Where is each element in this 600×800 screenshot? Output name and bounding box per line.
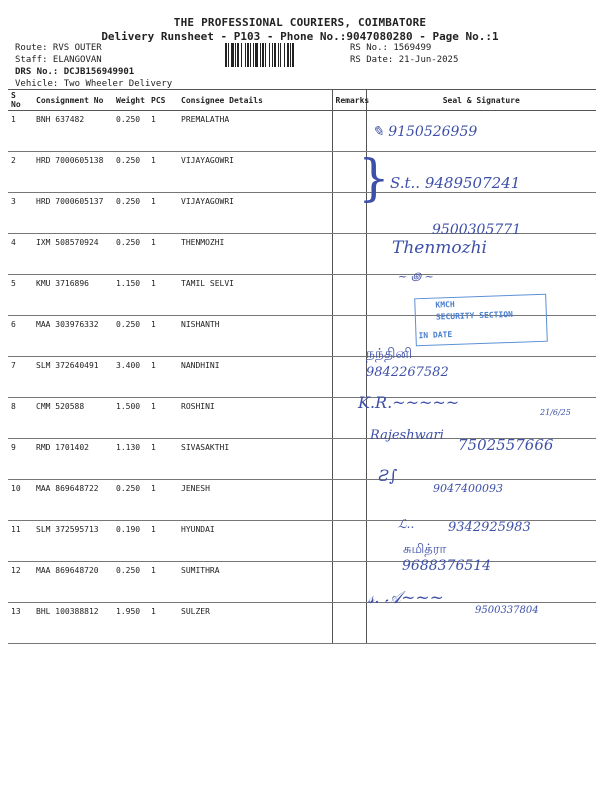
cell-signature [366,152,596,193]
cell-consignment: CMM 520588 [33,398,113,439]
cell-remarks [332,316,366,357]
cell-consignment: BHL 100388812 [33,603,113,644]
signature-row-11-number: 9342925983 [448,520,531,535]
cell-weight: 0.250 [113,316,148,357]
table-header-row [8,90,596,111]
cell-signature [366,521,596,562]
cell-remarks [332,398,366,439]
signature-row-8-date: 21/6/25 [540,408,571,417]
table-row [8,603,596,644]
rs-number: RS No.: 1569499 [350,43,432,53]
cell-signature [366,439,596,480]
cell-sno: 5 [8,275,33,316]
cell-signature [366,603,596,644]
cell-consignment: MAA 869648720 [33,562,113,603]
signature-row-9-number: 7502557666 [458,436,554,454]
table-row [8,357,596,398]
cell-pcs: 1 [148,398,178,439]
cell-sno: 6 [8,316,33,357]
cell-signature [366,357,596,398]
cell-pcs: 1 [148,439,178,480]
cell-weight: 0.250 [113,480,148,521]
table-row [8,480,596,521]
cell-signature [366,234,596,275]
cell-pcs: 1 [148,357,178,398]
table-row [8,562,596,603]
cell-weight: 0.250 [113,193,148,234]
cell-pcs: 1 [148,152,178,193]
cell-sno: 11 [8,521,33,562]
cell-sno: 1 [8,111,33,152]
cell-consignment: IXM 508570924 [33,234,113,275]
cell-weight: 0.190 [113,521,148,562]
cell-consignee: PREMALATHA [178,111,332,152]
col-header-signature: Seal & Signature [366,90,596,111]
cell-consignee: SIVASAKTHI [178,439,332,480]
table-row [8,521,596,562]
cell-signature [366,480,596,521]
cell-weight: 0.250 [113,111,148,152]
table-row [8,111,596,152]
signature-row-11: ℒ.. [398,517,415,531]
cell-sno: 7 [8,357,33,398]
cell-sno: 9 [8,439,33,480]
table-row [8,398,596,439]
cell-remarks [332,521,366,562]
col-header-consignment: Consignment No [33,90,113,111]
signature-row-4-number: 9500305771 [432,222,522,238]
signature-row-1: ✎ 9150526959 [372,124,478,140]
cell-consignee: VIJAYAGOWRI [178,152,332,193]
cell-sno: 13 [8,603,33,644]
staff-label: Staff: ELANGOVAN [15,55,102,65]
cell-remarks [332,439,366,480]
drs-number: DRS No.: DCJB156949901 [15,67,135,77]
signature-row-12-number: 9688376514 [402,558,492,574]
cell-remarks [332,357,366,398]
delivery-table [8,89,596,644]
cell-consignee: ROSHINI [178,398,332,439]
col-header-consignee: Consignee Details [178,90,332,111]
route-label: Route: RVS OUTER [15,43,102,53]
runsheet-subtitle: Delivery Runsheet - P103 - Phone No.:9047080280 - Page No.:1 [101,30,499,43]
barcode [225,43,345,67]
col-header-pcs: PCS [148,90,178,111]
cell-signature [366,398,596,439]
cell-weight: 1.500 [113,398,148,439]
cell-weight: 3.400 [113,357,148,398]
cell-sno: 10 [8,480,33,521]
cell-consignee: VIJAYAGOWRI [178,193,332,234]
col-header-weight: Weight [113,90,148,111]
cell-remarks [332,234,366,275]
company-title: THE PROFESSIONAL COURIERS, COIMBATORE [173,16,427,29]
signature-row-13: 𝓈. 𝒜~~~ [368,588,444,608]
cell-consignment: MAA 303976332 [33,316,113,357]
cell-weight: 1.150 [113,275,148,316]
cell-remarks [332,193,366,234]
cell-remarks [332,480,366,521]
col-header-remarks: Remarks [332,90,366,111]
cell-weight: 1.950 [113,603,148,644]
runsheet-meta-left [15,42,172,90]
barcode-bar [294,43,295,67]
cell-signature [366,275,596,316]
cell-pcs: 1 [148,562,178,603]
table-row [8,234,596,275]
signature-row-9-name: Rajeshwari [370,428,444,443]
cell-remarks [332,152,366,193]
cell-consignment: SLM 372640491 [33,357,113,398]
cell-pcs: 1 [148,111,178,152]
cell-consignee: THENMOZHI [178,234,332,275]
cell-sno: 8 [8,398,33,439]
cell-pcs: 1 [148,275,178,316]
cell-signature [366,193,596,234]
signature-row-10-number: 9047400093 [433,482,503,495]
cell-consignment: HRD 7000605138 [33,152,113,193]
cell-remarks [332,111,366,152]
table-row [8,193,596,234]
rs-date: RS Date: 21-Jun-2025 [350,55,459,65]
cell-sno: 4 [8,234,33,275]
cell-consignee: NISHANTH [178,316,332,357]
cell-signature [366,562,596,603]
signature-row-7-number: 9842267582 [366,365,449,380]
cell-remarks [332,275,366,316]
signature-row-10: Ƨ∫ [378,466,398,485]
brace-rows-2-3: } [358,149,390,207]
cell-consignment: HRD 7000605137 [33,193,113,234]
cell-pcs: 1 [148,521,178,562]
signature-row-5: ~ ꩜ ~ [398,270,434,283]
cell-pcs: 1 [148,316,178,357]
signature-row-12-name: சுமித்ரா [403,542,447,557]
table-row [8,439,596,480]
cell-consignment: SLM 372595713 [33,521,113,562]
table-row [8,152,596,193]
cell-weight: 0.250 [113,234,148,275]
cell-pcs: 1 [148,603,178,644]
cell-weight: 0.250 [113,562,148,603]
cell-consignee: JENESH [178,480,332,521]
table-row [8,275,596,316]
cell-consignee: NANDHINI [178,357,332,398]
cell-pcs: 1 [148,234,178,275]
cell-weight: 0.250 [113,152,148,193]
cell-consignment: RMD 1701402 [33,439,113,480]
signature-row-8: K.R.~~~~~ [358,393,460,412]
cell-sno: 12 [8,562,33,603]
signature-row-13-number: 9500337804 [475,605,539,616]
table-row [8,316,596,357]
cell-weight: 1.130 [113,439,148,480]
signature-rows-2-3: S.t.. 9489507241 [390,174,521,192]
cell-consignment: MAA 869648722 [33,480,113,521]
cell-sno: 2 [8,152,33,193]
cell-pcs: 1 [148,480,178,521]
vehicle-label: Vehicle: Two Wheeler Delivery [15,79,173,89]
signature-row-7-name: நந்தினி [366,346,413,362]
cell-consignee: TAMIL SELVI [178,275,332,316]
cell-pcs: 1 [148,193,178,234]
signature-row-4-name: Thenmozhi [392,238,487,258]
cell-remarks [332,603,366,644]
cell-consignee: SUMITHRA [178,562,332,603]
cell-remarks [332,562,366,603]
runsheet-meta-right [350,42,458,66]
cell-consignee: SULZER [178,603,332,644]
security-stamp: KMCH SECURITY SECTION IN DATE [414,294,548,347]
cell-consignment: KMU 3716896 [33,275,113,316]
cell-signature [366,111,596,152]
cell-sno: 3 [8,193,33,234]
cell-consignment: BNH 637482 [33,111,113,152]
cell-signature [366,316,596,357]
col-header-sno: S No [8,90,33,111]
cell-consignee: HYUNDAI [178,521,332,562]
